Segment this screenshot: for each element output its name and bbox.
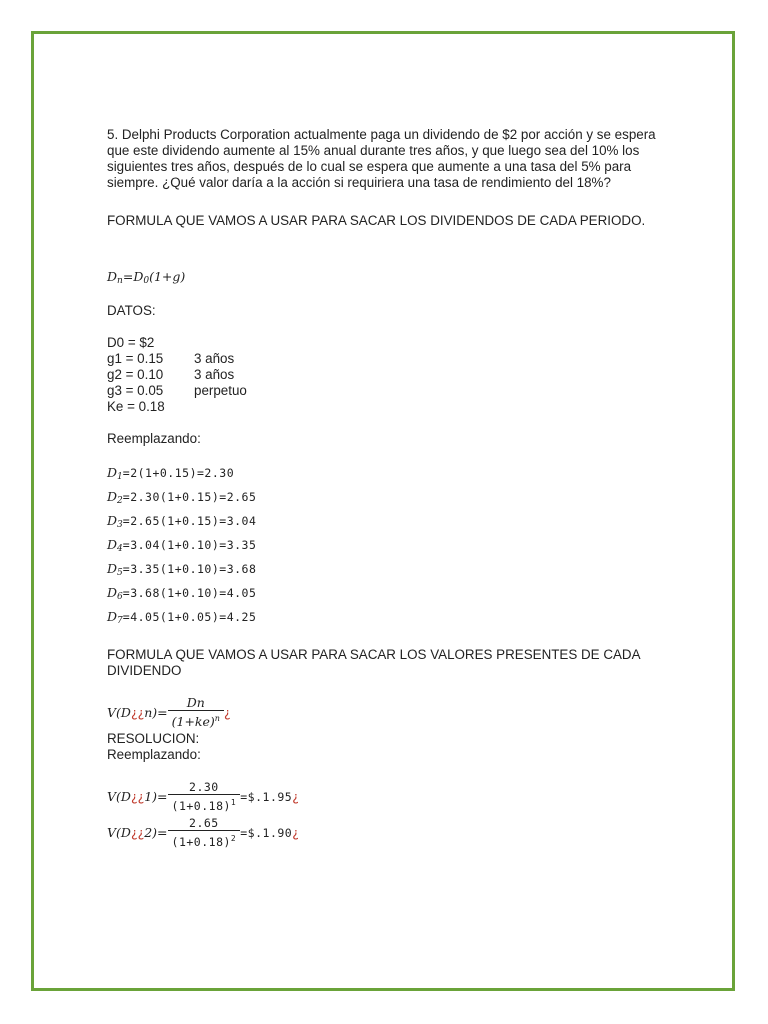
present-value-formula: V(D ¿¿ n)= $\frac{Dn}{(1+ke)^n}$ ¿ <box>107 694 231 730</box>
resolucion-label: RESOLUCION: <box>107 731 200 746</box>
datos-row: g2 = 0.10 3 años <box>107 367 235 382</box>
dividend-calculations <box>107 463 667 631</box>
pv-fraction: $\frac{2.30}{(1+0.18)^1}$ <box>168 780 241 814</box>
pv-fraction: $\frac{Dn}{(1+ke)^n}$ <box>168 696 224 730</box>
dividend-formula: $D_n=D_0(1+g)$ <box>107 269 186 286</box>
pv-row-1: V(D ¿¿ 1)= $\frac{2.30}{(1+0.18)^1}$ =$.1.95 ¿ <box>107 780 299 813</box>
datos-row: g1 = 0.15 3 años <box>107 351 235 366</box>
pv-fraction: $\frac{2.65}{(1+0.18)^2}$ <box>168 816 241 850</box>
dividend-row: $D_3=2.65(1+0.15)=3.04$ <box>107 513 257 530</box>
datos-row: g3 = 0.05 perpetuo <box>107 383 247 398</box>
dividend-row: $D_1=2(1+0.15)=2.30$ <box>107 465 235 482</box>
problem-statement: 5. Delphi Products Corporation actualmente paga un dividendo de $2 por acción y se espera que este dividendo aumente al 15% anual durante tres años, y que luego sea del 10% los siguientes tres años, después de lo cual se espera que aumente a una tasa del 5% para siempre. ¿Qué valor daría a la acción si requiriera una tasa de rendimiento del 18%? <box>107 127 656 190</box>
pv-row-2: V(D ¿¿ 2)= $\frac{2.65}{(1+0.18)^2}$ =$.1.90 ¿ <box>107 816 299 849</box>
formula1-heading: FORMULA QUE VAMOS A USAR PARA SACAR LOS DIVIDENDOS DE CADA PERIODO. <box>107 213 646 228</box>
dividend-row: $D_5=3.35(1+0.10)=3.68$ <box>107 561 257 578</box>
datos-label: DATOS: <box>107 303 156 318</box>
datos-row: D0 = $2 <box>107 335 155 350</box>
reemplazando-label: Reemplazando: <box>107 431 201 446</box>
formula2-heading: FORMULA QUE VAMOS A USAR PARA SACAR LOS VALORES PRESENTES DE CADA DIVIDENDO <box>107 647 640 678</box>
dividend-row: $D_2=2.30(1+0.15)=2.65$ <box>107 489 257 506</box>
reemplazando2-label: Reemplazando: <box>107 747 201 762</box>
dividend-row: $D_6=3.68(1+0.10)=4.05$ <box>107 585 257 602</box>
datos-row: Ke = 0.18 <box>107 399 165 414</box>
document-body <box>107 127 667 851</box>
dividend-row: $D_4=3.04(1+0.10)=3.35$ <box>107 537 257 554</box>
dividend-row: $D_7=4.05(1+0.05)=4.25$ <box>107 609 257 626</box>
datos-list <box>107 335 667 415</box>
